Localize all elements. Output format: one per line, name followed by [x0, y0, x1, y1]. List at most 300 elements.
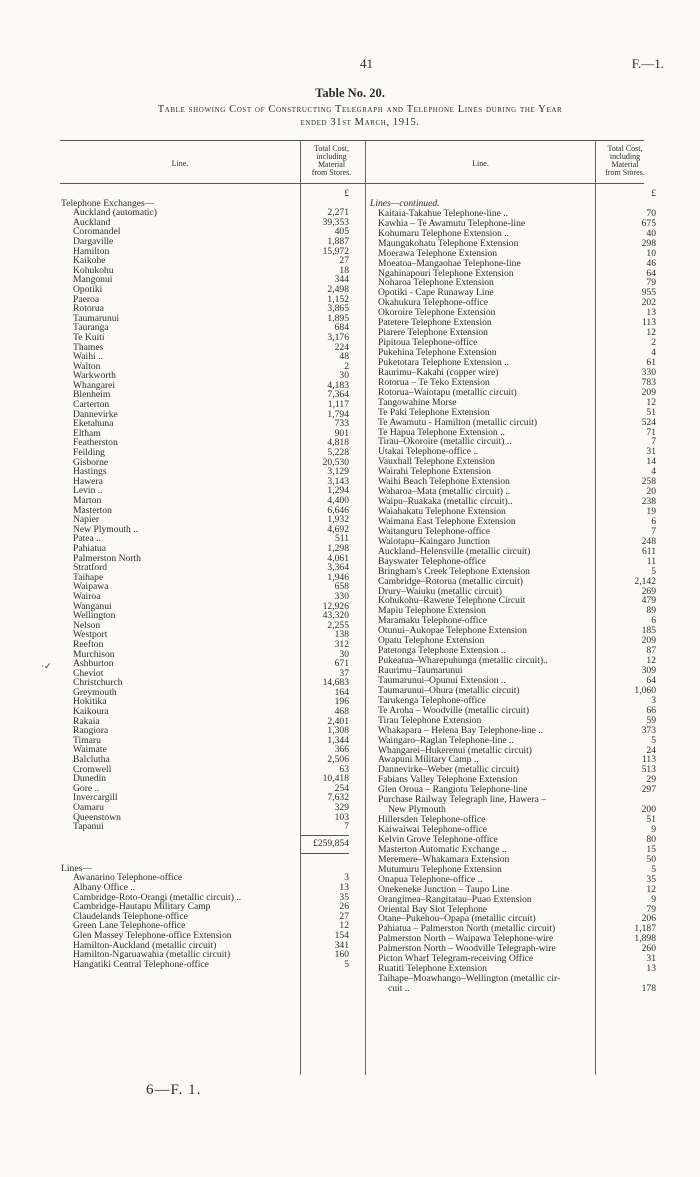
line-name: Cambridge–Rotorua (metallic circuit): [378, 576, 523, 587]
right-heading-row: [370, 198, 656, 209]
line-name: Rakaia: [73, 716, 100, 727]
line-name: Waiotapu–Kaingaro Junction: [378, 536, 490, 547]
line-cost: 71: [646, 426, 656, 438]
table-row: [378, 686, 656, 696]
table-row: [73, 467, 349, 477]
line-cost: 254: [334, 782, 349, 794]
line-cost: 248: [641, 535, 656, 547]
line-name: Palmerston North: [73, 553, 141, 564]
line-cost: 79: [646, 903, 656, 915]
page-signature: 6—F. 1.: [146, 1082, 202, 1098]
line-cost: 341: [334, 939, 349, 951]
table-row: [378, 378, 656, 388]
line-name: Meremere–Whakamara Extension: [378, 854, 510, 865]
table-row: [73, 745, 349, 755]
line-name: Kohumaru Telephone Extension ..: [378, 228, 510, 239]
line-name: Patetonga Telephone Extension ..: [378, 646, 506, 657]
line-name: Kaikoura: [73, 707, 109, 717]
line-name: Kaiwaiwai Telephone-office: [378, 825, 487, 835]
line-cost: 35: [646, 873, 656, 885]
line-name: Maramaku Telephone-office: [378, 616, 487, 627]
table-row: [378, 288, 656, 298]
line-name: Greymouth: [73, 687, 117, 698]
table-row: [378, 418, 656, 428]
line-cost: 1,060: [634, 684, 656, 696]
exchanges-list: [73, 208, 349, 832]
table-row: [73, 630, 349, 640]
table-row: [73, 582, 349, 592]
line-name: Wanganui: [73, 601, 112, 612]
table-row: [378, 885, 656, 895]
line-cost: 2,498: [327, 283, 349, 295]
line-cost: 297: [641, 784, 656, 796]
line-name: Te Kuiti: [73, 332, 105, 343]
line-cost: 330: [641, 366, 656, 378]
table-row: [378, 755, 656, 765]
line-cost: 309: [641, 665, 656, 676]
right-currency-row: [378, 189, 656, 199]
table-row: [73, 381, 349, 391]
line-cost: 6: [651, 615, 656, 627]
line-cost: 3,143: [327, 475, 349, 487]
table-row: [378, 934, 656, 944]
table-row: [73, 410, 349, 420]
line-cost: 103: [334, 811, 349, 823]
table-row: [378, 666, 656, 676]
line-name: Cheviot: [73, 668, 104, 679]
table-row: [73, 941, 349, 951]
line-cost: 64: [646, 267, 656, 279]
line-cost: 6,646: [327, 504, 349, 516]
table-row: [378, 517, 656, 527]
line-cost: 87: [646, 645, 656, 657]
right-lines-list: [378, 209, 656, 994]
line-name: Westport: [73, 630, 108, 640]
line-cost: 3,364: [327, 562, 349, 574]
line-cost: 1,187: [634, 923, 656, 935]
line-name: Murchison: [73, 649, 115, 660]
table-row: [378, 964, 656, 974]
line-cost: 2,401: [327, 715, 349, 727]
line-name: Kawhia – Te Awamutu Telephone-line: [378, 218, 526, 229]
line-cost: 258: [641, 476, 656, 488]
cost-header-line-2: including: [316, 152, 347, 161]
line-name: Waipawa: [73, 582, 109, 592]
table-row: [73, 515, 349, 525]
table-row: [73, 707, 349, 717]
line-cost: 5: [651, 565, 656, 577]
line-cost: 260: [641, 943, 656, 955]
table-row: [378, 825, 656, 835]
line-cost: 344: [334, 274, 349, 286]
line-cost: 2: [651, 337, 656, 349]
line-cost: 18: [339, 264, 349, 276]
margin-mark: ·✓: [41, 661, 52, 671]
line-name: Te Aroha – Woodville (metallic circuit): [378, 705, 530, 716]
line-name: Masterton Automatic Exchange ..: [378, 844, 507, 855]
line-cost: 29: [646, 774, 656, 786]
table-row: [378, 845, 656, 855]
line-name: Okahukura Telephone-office: [378, 298, 489, 309]
line-cost: 13: [646, 963, 656, 975]
table-row: [73, 247, 349, 257]
line-cost: 2,506: [327, 754, 349, 766]
cost-header-line-3: Material: [317, 160, 346, 169]
cost-header-line-2: including: [609, 152, 641, 161]
line-cost: 524: [641, 416, 656, 428]
line-name: Marton: [73, 496, 102, 506]
table-row: [73, 640, 349, 650]
line-name: Wairahi Telephone Extension: [378, 467, 491, 478]
line-cost: 196: [334, 696, 349, 708]
table-row: [73, 534, 349, 544]
line-name: Glen Massey Telephone-office Extension: [73, 930, 232, 941]
line-name: Ngahinapouri Telephone Extension: [378, 268, 514, 279]
line-cost: 2,142: [634, 575, 656, 587]
line-cost: 19: [646, 506, 656, 517]
cost-header-line-4: from Stores.: [605, 168, 645, 177]
table-row: [73, 726, 349, 736]
line-cost: 955: [641, 287, 656, 299]
table-row: [378, 567, 656, 577]
table-row: [378, 954, 656, 964]
table-row: [73, 621, 349, 631]
line-cost: 468: [334, 706, 349, 718]
table-row: [378, 497, 656, 507]
line-cost: 202: [641, 297, 656, 309]
line-cost: 79: [646, 277, 656, 289]
line-name: Otunui–Aukopae Telephone Extension: [378, 626, 527, 637]
line-cost: 12: [646, 655, 656, 667]
table-row: [73, 688, 349, 698]
line-name: Rangiora: [73, 726, 109, 736]
line-cost: 164: [334, 686, 349, 698]
table-row: [73, 266, 349, 276]
line-cost: 4,061: [327, 552, 349, 564]
line-cost: 5: [651, 734, 656, 746]
document-reference: F.—1.: [631, 56, 664, 71]
table-row: [378, 805, 656, 815]
table-row: [378, 428, 656, 438]
right-cost-header: [595, 145, 655, 177]
line-cost: 1,898: [634, 933, 656, 945]
table-row: [378, 676, 656, 686]
line-name: Waihi ..: [73, 352, 103, 362]
line-cost: 224: [334, 341, 349, 353]
line-name: Whangarei–Hukerenui (metallic circuit): [378, 745, 532, 756]
line-name: Green Lane Telephone-office: [73, 921, 186, 931]
line-cost: 35: [339, 891, 349, 903]
line-name: Hillersden Telephone-office: [378, 815, 486, 826]
line-cost: 209: [641, 386, 656, 398]
line-name: Opotiki: [73, 284, 103, 295]
exchanges-total: £259,854: [313, 837, 349, 849]
line-cost: 20,530: [322, 456, 349, 468]
table-row: [73, 921, 349, 931]
line-name: Maungakohatu Telephone Extension: [378, 238, 519, 249]
table-row: [73, 960, 349, 970]
left-line-header: Line.: [171, 159, 189, 168]
line-cost: 138: [334, 629, 349, 641]
table-row: [378, 487, 656, 497]
line-cost: 783: [641, 376, 656, 388]
line-cost: 1,117: [327, 399, 349, 411]
line-cost: 1,895: [327, 312, 349, 324]
table-row: [378, 408, 656, 418]
table-row: [378, 895, 656, 905]
table-row: [73, 883, 349, 893]
line-name: Mapiu Telephone Extension: [378, 606, 486, 617]
line-cost: 4,183: [327, 379, 349, 391]
line-name: Blenheim: [73, 390, 111, 401]
table-row: [73, 931, 349, 941]
table-row: [73, 218, 349, 228]
line-cost: 9: [651, 824, 656, 835]
line-cost: 31: [646, 953, 656, 965]
exchanges-total-row: [73, 832, 349, 852]
left-column: [61, 188, 349, 970]
line-name: Dannevirke–Weber (metallic circuit): [378, 765, 519, 776]
line-name: Eltham: [73, 428, 101, 439]
line-cost: 63: [339, 763, 349, 775]
line-cost: 14,683: [322, 677, 349, 689]
line-cost: 27: [339, 910, 349, 922]
lines-heading-row: [61, 863, 349, 874]
table-row: [378, 457, 656, 467]
line-name: Warkworth: [73, 371, 116, 381]
table-row: [73, 285, 349, 295]
cost-header-line-3: Material: [611, 160, 639, 169]
table-row: [73, 333, 349, 343]
table-row: [73, 458, 349, 468]
line-cost: 160: [334, 949, 349, 961]
line-cost: 3,176: [327, 331, 349, 343]
line-name: Opatu Telephone Extension: [378, 636, 485, 647]
line-cost: 10: [646, 247, 656, 259]
lines-heading: Lines—: [61, 863, 92, 874]
line-name: Cromwell: [73, 764, 112, 775]
header-bottom-rule: [60, 183, 644, 184]
line-name: Palmerston North – Waipawa Telephone-wire: [378, 934, 554, 945]
table-row: [378, 338, 656, 348]
table-row: [378, 716, 656, 726]
line-cost: 12: [646, 396, 656, 408]
line-name: Waihi Beach Telephone Extension: [378, 477, 510, 488]
line-name: Levin ..: [73, 486, 103, 496]
table-row: [73, 602, 349, 612]
table-row: [378, 298, 656, 308]
line-name: Hamilton-Ngaruawahia (metallic circuit): [73, 950, 231, 960]
table-row: [378, 914, 656, 924]
line-cost: 40: [646, 227, 656, 239]
line-name: Auckland (automatic): [73, 208, 157, 218]
table-row: [73, 295, 349, 305]
line-cost: 80: [646, 833, 656, 845]
table-row: [378, 209, 656, 219]
table-row: [73, 669, 349, 679]
line-cost: 373: [641, 724, 656, 736]
table-row: [378, 636, 656, 646]
line-cost: 733: [334, 418, 349, 430]
table-row: [378, 219, 656, 229]
line-cost: 13: [339, 881, 349, 893]
table-row: [378, 229, 656, 239]
line-name: Reefton: [73, 639, 104, 650]
line-cost: 5: [651, 863, 656, 875]
line-name: Queenstown: [73, 812, 121, 823]
line-name: Palmerston North – Woodville Telegraph-wire: [378, 944, 556, 955]
line-name: Kohukohu: [73, 265, 114, 276]
line-name: Feilding: [73, 448, 105, 458]
line-cost: 37: [339, 667, 349, 679]
line-name: Dargaville: [73, 236, 114, 247]
line-cost: 61: [646, 356, 656, 368]
table-row: [73, 544, 349, 554]
table-row: [73, 912, 349, 922]
table-row: [378, 308, 656, 318]
line-cost: 5: [344, 958, 349, 970]
line-name: Hawera: [73, 476, 103, 487]
line-name: Picton Wharf Telegram-receiving Office: [378, 954, 534, 965]
line-cost: 405: [334, 226, 349, 238]
line-name: Onekeneke Junction – Taupo Line: [378, 884, 510, 895]
line-name: Awapuni Military Camp ..: [378, 755, 479, 766]
left-cost-header: [300, 145, 363, 177]
table-row: [73, 237, 349, 247]
table-row: [378, 905, 656, 915]
line-name: Napier: [73, 515, 100, 525]
table-row: [378, 835, 656, 845]
line-name: Gore ..: [73, 783, 100, 794]
line-name: Te Paki Telephone Extension: [378, 407, 490, 418]
line-name: Fabians Valley Telephone Extension: [378, 775, 518, 786]
line-cost: 1,298: [327, 542, 349, 554]
line-cost: 330: [334, 590, 349, 602]
right-line-header: Line.: [472, 159, 489, 168]
line-cost: 1,152: [327, 293, 349, 305]
line-name: Patea ..: [73, 534, 101, 544]
table-row: [378, 865, 656, 875]
line-cost: 5,228: [327, 447, 349, 459]
line-name: Wairoa: [73, 591, 101, 602]
line-name: Auckland–Helensville (metallic circuit): [378, 546, 531, 557]
line-cost: 12,926: [322, 600, 349, 612]
line-name: Pukeatua–Wharepuhunga (metallic circuit)..: [378, 656, 548, 667]
line-name: Claudelands Telephone-office: [73, 911, 188, 922]
line-name: Rotorua: [73, 304, 104, 314]
line-cost: 2: [344, 360, 349, 372]
line-name: Ashburton: [73, 659, 114, 669]
table-row: [73, 477, 349, 487]
line-cost: 30: [339, 370, 349, 382]
table-row: [73, 774, 349, 784]
table-title: Table No. 20.: [315, 86, 385, 100]
line-name: Dunedin: [73, 774, 107, 784]
table-row: [73, 323, 349, 333]
line-name: Kaitaia-Takahue Telephone-line ..: [378, 208, 509, 219]
spacer-row: [73, 852, 349, 864]
line-cost: 24: [646, 744, 656, 756]
line-cost: 3: [651, 694, 656, 706]
table-row: [378, 467, 656, 477]
left-currency-row: [73, 189, 349, 199]
table-row: [73, 371, 349, 381]
line-name: Hamilton-Auckland (metallic circuit): [73, 940, 217, 951]
table-row: [73, 304, 349, 314]
table-row: [73, 496, 349, 506]
table-subtitle-line-2: ended 31st March, 1915.: [300, 117, 420, 128]
line-name: Waimate: [73, 745, 107, 756]
line-cost: 46: [646, 257, 656, 269]
table-row: [378, 706, 656, 716]
cost-header-line-1: Total Cost,: [607, 144, 643, 153]
line-name: Nelson: [73, 620, 101, 631]
table-row: [378, 855, 656, 865]
table-row: [73, 736, 349, 746]
line-cost: 1,294: [327, 485, 349, 497]
line-name: Auckland: [73, 217, 111, 228]
line-name: Piarere Telephone Extension: [378, 328, 488, 339]
line-cost: 4,692: [327, 523, 349, 535]
table-row: [378, 537, 656, 547]
table-row: [73, 893, 349, 903]
line-cost: 12: [646, 327, 656, 339]
line-cost: 43,320: [322, 610, 349, 622]
table-row: [378, 249, 656, 259]
line-name: Taumarunui–Opunui Extension ..: [378, 675, 506, 686]
line-cost: 14: [646, 456, 656, 468]
table-row: [378, 348, 656, 358]
table-row: [73, 448, 349, 458]
line-name: Masterton: [73, 505, 112, 516]
line-name: Bayswater Telephone-office: [378, 556, 486, 567]
table-row: [73, 314, 349, 324]
line-cost: 4,400: [327, 495, 349, 506]
line-cost: 675: [641, 217, 656, 229]
line-name: Whakapara – Helena Bay Telephone-line ..: [378, 725, 544, 736]
table-row: [73, 697, 349, 707]
line-cost: 185: [641, 625, 656, 637]
line-cost: 1,887: [327, 235, 349, 247]
table-row: [378, 656, 656, 666]
line-name: Mangonui: [73, 275, 113, 285]
line-name: Opotiki - Cape Runaway Line: [378, 288, 494, 299]
table-row: [73, 275, 349, 285]
line-cost: 70: [646, 207, 656, 219]
line-name: Pukehina Telephone Extension: [378, 348, 497, 358]
line-cost: 51: [646, 406, 656, 418]
table-row: [73, 419, 349, 429]
line-name: Okoroire Telephone Extension: [378, 308, 496, 319]
line-name: Taihape: [73, 572, 104, 583]
line-name: Awanarino Telephone-office: [73, 873, 183, 883]
table-row: [378, 328, 656, 338]
table-row: [378, 785, 656, 795]
line-name: Oamaru: [73, 803, 104, 813]
line-name: Christchurch: [73, 678, 123, 688]
table-row: [378, 765, 656, 775]
line-name: Kaikohe: [73, 256, 106, 266]
table-row: [378, 557, 656, 567]
table-row: [73, 717, 349, 727]
line-name: cuit ..: [388, 984, 410, 994]
line-name: Waiahakatu Telephone Extension: [378, 507, 506, 517]
table-row: [378, 368, 656, 378]
table-row: [378, 696, 656, 706]
line-cost: 64: [646, 674, 656, 686]
line-cost: 31: [646, 446, 656, 458]
line-cost: 3,865: [327, 303, 349, 315]
